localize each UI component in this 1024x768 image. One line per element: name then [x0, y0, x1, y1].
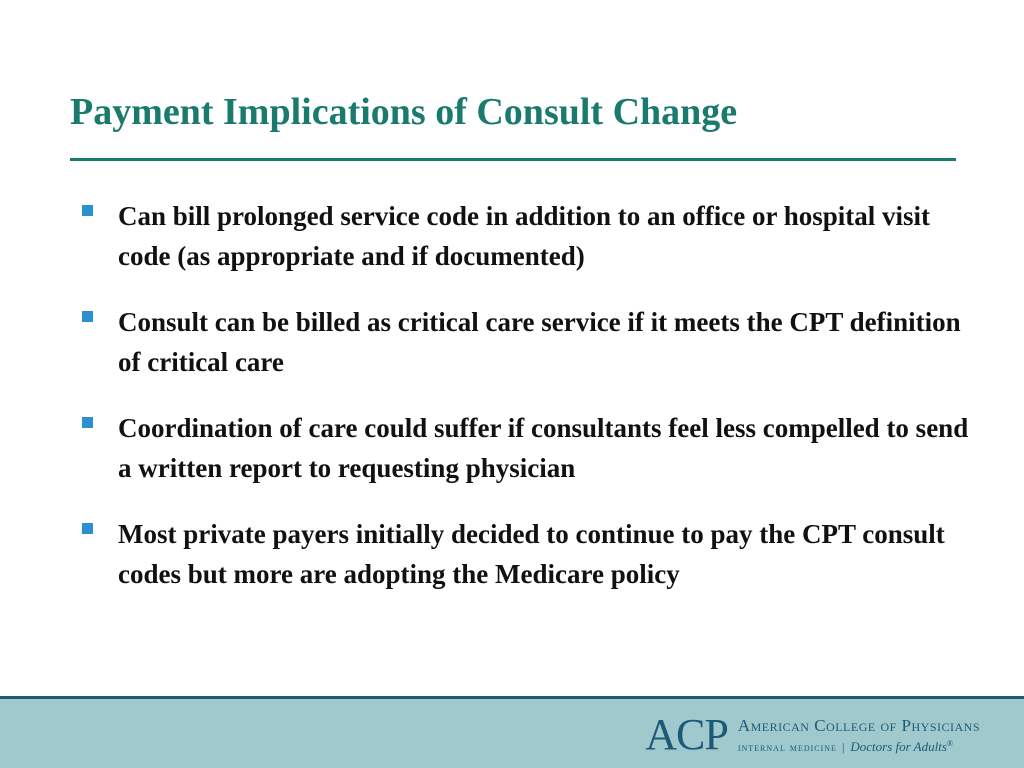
org-name: American College of Physicians [737, 715, 980, 735]
square-bullet-icon [82, 523, 93, 534]
square-bullet-icon [82, 311, 93, 322]
org-subtitle: internal medicine [737, 739, 837, 754]
org-subtitle-line [738, 736, 980, 755]
title-divider [70, 158, 956, 161]
registered-mark: ® [946, 738, 954, 748]
bullet-text: Consult can be billed as critical care service if it meets the CPT definition of critical care [118, 307, 961, 377]
org-tagline: Doctors for Adults [850, 738, 947, 754]
bullet-list [80, 196, 980, 620]
acp-logo [645, 710, 980, 759]
bullet-text: Most private payers initially decided to continue to pay the CPT consult codes but more are adopting the Medicare policy [118, 519, 945, 589]
bullet-text: Coordination of care could suffer if consultants feel less compelled to send a written report to requesting physician [118, 413, 969, 483]
slide-title: Payment Implications of Consult Change [70, 91, 738, 133]
square-bullet-icon [82, 417, 93, 428]
square-bullet-icon [82, 205, 93, 216]
logo-mark: ACP [645, 710, 728, 759]
footer-band [0, 696, 1024, 768]
bullet-item [80, 514, 980, 594]
bullet-item [80, 196, 980, 276]
separator: | [841, 739, 846, 754]
logo-text [738, 716, 980, 755]
bullet-text: Can bill prolonged service code in addition to an office or hospital visit code (as appropriate and if documented) [118, 201, 931, 271]
bullet-item [80, 408, 980, 488]
bullet-item [80, 302, 980, 382]
